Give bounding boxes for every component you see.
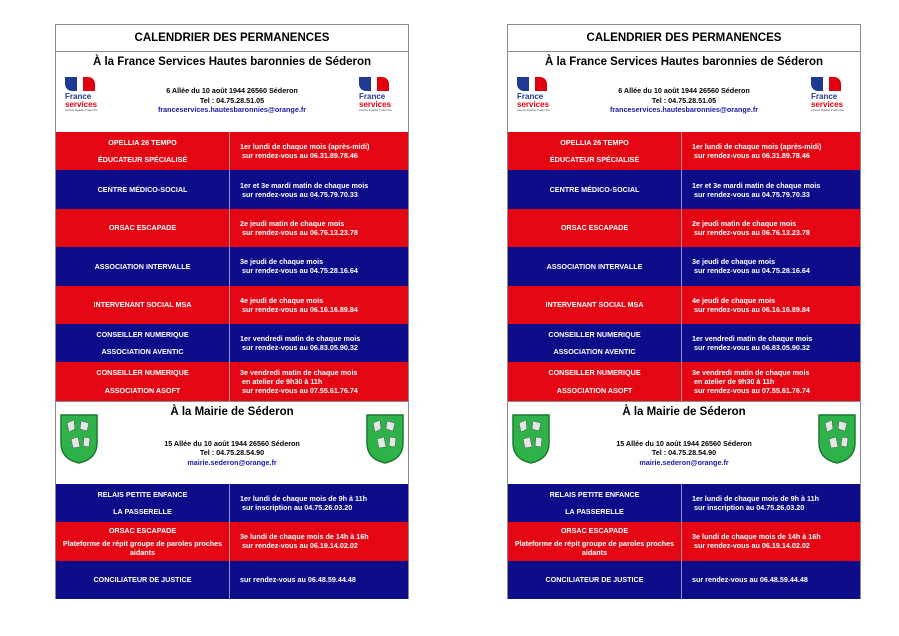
schedule-cell — [230, 362, 408, 400]
mairie-address-block — [508, 439, 860, 468]
organization-cell — [508, 132, 682, 170]
schedule-line: sur rendez-vous au 06.76.13.23.78 — [694, 227, 810, 237]
organization-name: INTERVENANT SOCIAL MSA — [545, 300, 644, 310]
schedule-cell — [682, 522, 860, 560]
organization-name: INTERVENANT SOCIAL MSA — [93, 300, 192, 310]
schedule-row — [508, 247, 860, 285]
france-services-phone: Tel : 04.75.28.51.05 — [199, 95, 265, 105]
schedule-line: 1er vendredi matin de chaque mois — [692, 334, 813, 344]
schedule-row — [508, 522, 860, 560]
schedule-cell — [682, 362, 860, 400]
schedule-line: 3e vendredi matin de chaque mois — [240, 368, 358, 378]
organization-cell — [508, 170, 682, 208]
schedule-line: sur rendez-vous au 06.16.16.89.84 — [242, 304, 358, 314]
organization-name: CONSEILLER NUMERIQUE — [96, 368, 189, 378]
logo-word-france: France — [517, 92, 544, 101]
flag-icon — [359, 77, 389, 91]
france-services-address: 6 Allée du 10 août 1944 26560 Séderon — [166, 86, 298, 95]
calendar-title: CALENDRIER DES PERMANENCES — [508, 25, 860, 52]
schedule-line: sur inscription au 04.75.26.03.20 — [694, 502, 805, 512]
schedule-line: sur rendez-vous au 07.55.61.76.74 — [242, 386, 358, 396]
schedule-line: sur rendez-vous au 06.48.59.44.48 — [692, 575, 808, 585]
organization-name: OPELLIA 26 TEMPO — [108, 138, 177, 148]
schedule-row — [508, 132, 860, 170]
schedule-line: 2e jeudi matin de chaque mois — [240, 218, 345, 228]
calendar-panel-right — [507, 24, 861, 599]
logo-motto: Liberté Égalité Fraternité — [359, 108, 392, 112]
organization-name: CONSEILLER NUMERIQUE — [548, 368, 641, 378]
schedule-row — [56, 286, 408, 324]
schedule-cell — [230, 170, 408, 208]
organization-name: CENTRE MÉDICO-SOCIAL — [549, 185, 640, 195]
organization-name: CONCILIATEUR DE JUSTICE — [545, 575, 644, 585]
mairie-address: 15 Allée du 10 août 1944 26560 Séderon — [164, 438, 300, 448]
mairie-address: 15 Allée du 10 août 1944 26560 Séderon — [616, 438, 752, 448]
france-services-logo — [359, 77, 399, 117]
organization-name: ASSOCIATION INTERVALLE — [546, 261, 643, 271]
organization-name: ORSAC ESCAPADE — [108, 223, 177, 233]
schedule-line: sur rendez-vous au 06.31.89.78.46 — [694, 151, 810, 161]
organization-name: ASSOCIATION ASOFT — [556, 385, 633, 395]
organization-name: ASSOCIATION ASOFT — [104, 385, 181, 395]
schedule-row — [56, 247, 408, 285]
schedule-line: sur rendez-vous au 06.83.05.90.32 — [242, 343, 358, 353]
logo-word-services: services — [359, 99, 392, 109]
schedule-cell — [682, 247, 860, 285]
coat-of-arms-icon — [817, 413, 857, 465]
organization-cell — [508, 324, 682, 362]
logo-word-services: services — [517, 99, 550, 109]
france-services-email[interactable]: franceservices.hautesbaronnies@orange.fr — [157, 105, 307, 114]
schedule-line: 2e jeudi matin de chaque mois — [692, 218, 797, 228]
schedule-line: 1er et 3e mardi matin de chaque mois — [240, 180, 369, 190]
schedule-cell — [682, 132, 860, 170]
organization-cell — [508, 561, 682, 599]
schedule-row — [56, 170, 408, 208]
schedule-row — [508, 561, 860, 599]
organization-name: ASSOCIATION AVENTIC — [101, 347, 184, 357]
france-services-info — [508, 72, 860, 132]
schedule-line: 1er et 3e mardi matin de chaque mois — [692, 180, 821, 190]
france-services-phone: Tel : 04.75.28.51.05 — [651, 95, 717, 105]
schedule-line: sur rendez-vous au 06.19.14.02.02 — [694, 541, 810, 551]
coat-of-arms-icon — [365, 413, 405, 465]
france-services-info — [56, 72, 408, 132]
schedule-cell — [682, 484, 860, 522]
france-services-heading: À la France Services Hautes baronnies de Séderon — [544, 56, 824, 68]
schedule-cell — [682, 286, 860, 324]
calendar-panel-left — [55, 24, 409, 599]
france-services-address: 6 Allée du 10 août 1944 26560 Séderon — [618, 86, 750, 95]
schedule-row — [508, 209, 860, 247]
organization-cell — [508, 484, 682, 522]
schedule-line: sur rendez-vous au 04.75.28.16.64 — [694, 266, 810, 276]
schedule-row — [56, 484, 408, 522]
logo-word-france: France — [811, 92, 838, 101]
schedule-line: en atelier de 9h30 à 11h — [242, 377, 323, 387]
france-services-address-block — [508, 86, 860, 115]
mairie-heading: À la Mairie de Séderon — [56, 401, 408, 422]
flag-icon — [811, 77, 841, 91]
organization-cell — [508, 522, 682, 560]
organization-name: ORSAC ESCAPADE — [560, 525, 629, 535]
schedule-cell — [682, 561, 860, 599]
schedule-cell — [682, 324, 860, 362]
schedule-cell — [230, 286, 408, 324]
calendar-title: CALENDRIER DES PERMANENCES — [56, 25, 408, 52]
organization-name: ORSAC ESCAPADE — [560, 223, 629, 233]
schedule-cell — [230, 522, 408, 560]
schedule-line: sur rendez-vous au 06.76.13.23.78 — [242, 227, 358, 237]
organization-name: CONCILIATEUR DE JUSTICE — [93, 575, 192, 585]
organization-cell — [56, 170, 230, 208]
schedule-line: sur rendez-vous au 06.48.59.44.48 — [240, 575, 356, 585]
schedule-line: sur inscription au 04.75.26.03.20 — [242, 502, 353, 512]
schedule-line: 4e jeudi de chaque mois — [692, 295, 776, 305]
schedule-line: sur rendez-vous au 04.75.28.16.64 — [242, 266, 358, 276]
schedule-line: sur rendez-vous au 06.31.89.78.46 — [242, 151, 358, 161]
schedule-line: 3e lundi de chaque mois de 14h à 16h — [692, 532, 821, 542]
schedule-line: 3e jeudi de chaque mois — [692, 257, 776, 267]
logo-motto: Liberté Égalité Fraternité — [517, 108, 550, 112]
schedule-line: sur rendez-vous au 04.75.79.70.33 — [242, 189, 358, 199]
schedule-cell — [230, 209, 408, 247]
organization-cell — [56, 484, 230, 522]
mairie-phone: Tel : 04.75.28.54.90 — [651, 448, 717, 458]
schedule-cell — [230, 324, 408, 362]
organization-cell — [56, 132, 230, 170]
organization-name: OPELLIA 26 TEMPO — [560, 138, 629, 148]
schedule-row — [508, 324, 860, 362]
schedule-line: 1er lundi de chaque mois (après-midi) — [692, 142, 822, 152]
logo-word-france: France — [65, 92, 92, 101]
mairie-schedule — [56, 484, 408, 599]
schedule-row — [508, 484, 860, 522]
schedule-line: 4e jeudi de chaque mois — [240, 295, 324, 305]
organization-cell — [508, 362, 682, 400]
france-services-heading: À la France Services Hautes baronnies de Séderon — [92, 56, 372, 68]
schedule-line: 3e vendredi matin de chaque mois — [692, 368, 810, 378]
schedule-row — [56, 209, 408, 247]
organization-cell — [56, 247, 230, 285]
schedule-line: sur rendez-vous au 04.75.79.70.33 — [694, 189, 810, 199]
schedule-row — [56, 132, 408, 170]
france-services-logo — [811, 77, 851, 117]
logo-motto: Liberté Égalité Fraternité — [65, 108, 98, 112]
france-services-schedule — [56, 132, 408, 401]
schedule-row — [56, 561, 408, 599]
schedule-line: 1er lundi de chaque mois de 9h à 11h — [692, 493, 820, 503]
schedule-row — [56, 362, 408, 400]
organization-name: ASSOCIATION AVENTIC — [553, 347, 636, 357]
organization-name: ASSOCIATION INTERVALLE — [94, 261, 191, 271]
organization-cell — [508, 286, 682, 324]
mairie-info — [56, 422, 408, 484]
schedule-line: sur rendez-vous au 06.16.16.89.84 — [694, 304, 810, 314]
schedule-cell — [230, 247, 408, 285]
schedule-cell — [230, 132, 408, 170]
logo-motto: Liberté Égalité Fraternité — [811, 108, 844, 112]
mairie-info — [508, 422, 860, 484]
schedule-cell — [682, 209, 860, 247]
schedule-line: 3e jeudi de chaque mois — [240, 257, 324, 267]
mairie-heading: À la Mairie de Séderon — [508, 401, 860, 422]
schedule-line: 3e lundi de chaque mois de 14h à 16h — [240, 532, 369, 542]
schedule-line: sur rendez-vous au 06.19.14.02.02 — [242, 541, 358, 551]
mairie-address-block — [56, 439, 408, 468]
schedule-line: 1er lundi de chaque mois (après-midi) — [240, 142, 370, 152]
schedule-cell — [230, 484, 408, 522]
organization-name: LA PASSERELLE — [113, 507, 172, 517]
france-services-schedule — [508, 132, 860, 401]
organization-name: RELAIS PETITE ENFANCE — [97, 489, 188, 499]
schedule-row — [56, 522, 408, 560]
mairie-phone: Tel : 04.75.28.54.90 — [199, 448, 265, 458]
schedule-cell — [230, 561, 408, 599]
schedule-row — [56, 324, 408, 362]
schedule-line: 1er vendredi matin de chaque mois — [240, 334, 361, 344]
logo-word-france: France — [359, 92, 386, 101]
schedule-row — [508, 170, 860, 208]
organization-cell — [56, 286, 230, 324]
organization-cell — [56, 324, 230, 362]
france-services-address-block — [56, 86, 408, 115]
organization-cell — [56, 362, 230, 400]
organization-name: LA PASSERELLE — [565, 507, 624, 517]
organization-name: ÉDUCATEUR SPÉCIALISÉ — [549, 155, 640, 165]
schedule-line: en atelier de 9h30 à 11h — [694, 377, 775, 387]
mairie-email[interactable]: mairie.sederon@orange.fr — [639, 457, 729, 467]
schedule-row — [508, 286, 860, 324]
mairie-email[interactable]: mairie.sederon@orange.fr — [187, 457, 277, 467]
organization-name: CONSEILLER NUMERIQUE — [548, 330, 641, 340]
logo-word-services: services — [65, 99, 98, 109]
organization-cell — [56, 522, 230, 560]
organization-cell — [56, 209, 230, 247]
organization-name: RELAIS PETITE ENFANCE — [549, 489, 640, 499]
france-services-email[interactable]: franceservices.hautesbaronnies@orange.fr — [609, 105, 759, 114]
logo-word-services: services — [811, 99, 844, 109]
mairie-schedule — [508, 484, 860, 599]
organization-cell — [508, 247, 682, 285]
organization-cell — [508, 209, 682, 247]
schedule-line: sur rendez-vous au 07.55.61.76.74 — [694, 386, 810, 396]
organization-name: Plateforme de répit groupe de paroles proches aidants — [514, 538, 675, 557]
organization-name: ORSAC ESCAPADE — [108, 525, 177, 535]
organization-name: ÉDUCATEUR SPÉCIALISÉ — [97, 155, 188, 165]
schedule-line: sur rendez-vous au 06.83.05.90.32 — [694, 343, 810, 353]
organization-cell — [56, 561, 230, 599]
organization-name: CONSEILLER NUMERIQUE — [96, 330, 189, 340]
organization-name: Plateforme de répit groupe de paroles proches aidants — [62, 538, 223, 557]
schedule-row — [508, 362, 860, 400]
schedule-cell — [682, 170, 860, 208]
schedule-line: 1er lundi de chaque mois de 9h à 11h — [240, 493, 368, 503]
organization-name: CENTRE MÉDICO-SOCIAL — [97, 185, 188, 195]
